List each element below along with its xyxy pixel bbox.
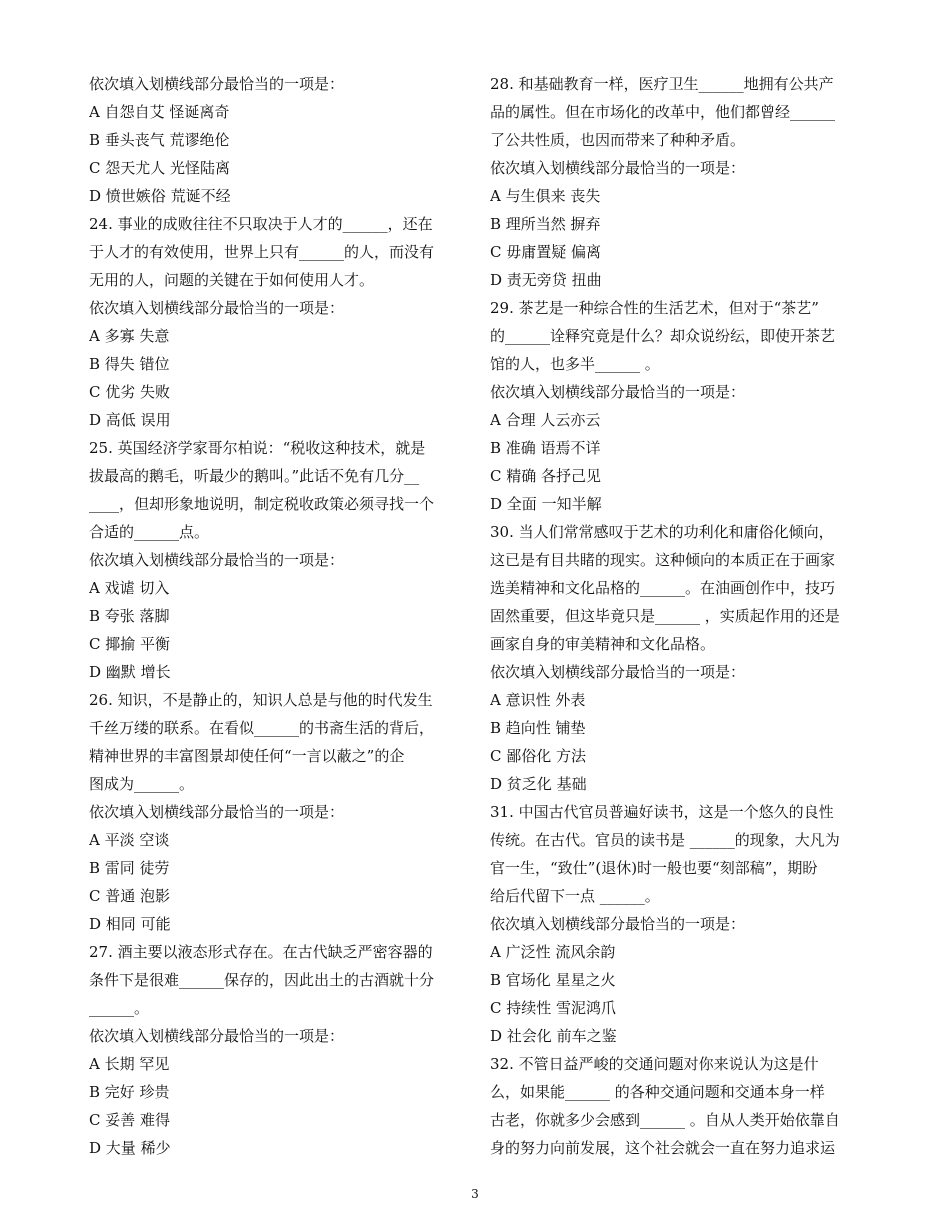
text-line: B 垂头丧气 荒谬绝伦 bbox=[89, 131, 230, 149]
text-line: B 趋向性 铺垫 bbox=[490, 719, 586, 737]
text-line: B 完好 珍贵 bbox=[89, 1083, 170, 1101]
text-line: A 自怨自艾 怪诞离奇 bbox=[89, 103, 230, 121]
text-line: A 意识性 外表 bbox=[490, 691, 586, 709]
page-number: 3 bbox=[471, 1187, 479, 1201]
text-line: B 理所当然 摒弃 bbox=[490, 215, 601, 233]
text-line: 无用的人，问题的关键在于如何使用人才。 bbox=[89, 271, 375, 289]
text-line: A 与生俱来 丧失 bbox=[490, 187, 601, 205]
text-line: B 雷同 徒劳 bbox=[89, 859, 170, 877]
text-line: D 社会化 前车之鉴 bbox=[490, 1027, 617, 1045]
text-line: C 鄙俗化 方法 bbox=[490, 747, 587, 765]
text-line: 依次填入划横线部分最恰当的一项是： bbox=[490, 383, 746, 401]
text-line: 32. 不管日益严峻的交通问题对你来说认为这是什 bbox=[490, 1055, 819, 1073]
text-line: 于人才的有效使用，世界上只有______的人，而没有 bbox=[89, 243, 435, 261]
text-line: D 幽默 增长 bbox=[89, 663, 171, 681]
text-line: B 得失 错位 bbox=[89, 355, 170, 373]
text-line: B 准确 语焉不详 bbox=[490, 439, 601, 457]
text-line: 28. 和基础教育一样，医疗卫生______地拥有公共产 bbox=[490, 75, 834, 93]
text-line: 拔最高的鹅毛，听最少的鹅叫。”此话不免有几分__ bbox=[89, 467, 420, 485]
text-line: D 高低 误用 bbox=[89, 411, 171, 429]
text-line: 依次填入划横线部分最恰当的一项是： bbox=[89, 1027, 345, 1045]
text-line: 合适的______点。 bbox=[89, 523, 210, 541]
text-line: B 官场化 星星之火 bbox=[490, 971, 616, 989]
text-line: 馆的人，也多半______ 。 bbox=[490, 355, 660, 373]
text-line: A 广泛性 流风余韵 bbox=[490, 943, 616, 961]
text-line: 千丝万缕的联系。在看似______的书斋生活的背后， bbox=[89, 719, 435, 737]
text-line: 29. 茶艺是一种综合性的生活艺术，但对于“茶艺” bbox=[490, 299, 819, 317]
text-line: D 大量 稀少 bbox=[89, 1139, 171, 1157]
text-line: 依次填入划横线部分最恰当的一项是： bbox=[490, 663, 746, 681]
text-line: D 贫乏化 基础 bbox=[490, 775, 587, 793]
text-line: B 夸张 落脚 bbox=[89, 607, 170, 625]
text-line: A 合理 人云亦云 bbox=[490, 411, 601, 429]
text-line: 25. 英国经济学家哥尔柏说：“税收这种技术，就是 bbox=[89, 439, 426, 457]
text-line: 依次填入划横线部分最恰当的一项是： bbox=[490, 159, 746, 177]
text-line: C 毋庸置疑 偏离 bbox=[490, 243, 602, 261]
text-line: C 普通 泡影 bbox=[89, 887, 171, 905]
text-line: 30. 当人们常常感叹于艺术的功利化和庸俗化倾向， bbox=[490, 523, 834, 541]
text-line: 24. 事业的成败往往不只取决于人才的______，还在 bbox=[89, 215, 433, 233]
text-line: ______。 bbox=[89, 999, 150, 1017]
text-line: 依次填入划横线部分最恰当的一项是： bbox=[89, 803, 345, 821]
text-line: 26. 知识，不是静止的，知识人总是与他的时代发生 bbox=[89, 691, 433, 709]
text-line: 这已是有目共睹的现实。这种倾向的本质正在于画家 bbox=[490, 551, 836, 569]
text-line: 条件下是很难______保存的，因此出土的古酒就十分 bbox=[89, 971, 435, 989]
text-line: A 长期 罕见 bbox=[89, 1055, 170, 1073]
right-column bbox=[490, 70, 866, 1162]
text-line: D 愤世嫉俗 荒诞不经 bbox=[89, 187, 231, 205]
text-line: 依次填入划横线部分最恰当的一项是： bbox=[89, 551, 345, 569]
text-line: 31. 中国古代官员普遍好读书，这是一个悠久的良性 bbox=[490, 803, 834, 821]
text-line: D 责无旁贷 扭曲 bbox=[490, 271, 602, 289]
text-line: 官一生，“致仕”(退休)时一般也要“刻部稿”，期盼 bbox=[490, 859, 818, 877]
text-line: A 戏谑 切入 bbox=[89, 579, 170, 597]
text-line: 给后代留下一点 ______。 bbox=[490, 887, 660, 905]
text-line: 依次填入划横线部分最恰当的一项是： bbox=[490, 915, 746, 933]
text-line: D 相同 可能 bbox=[89, 915, 171, 933]
text-line: C 揶揄 平衡 bbox=[89, 635, 171, 653]
text-line: C 优劣 失败 bbox=[89, 383, 171, 401]
text-line: C 妥善 难得 bbox=[89, 1111, 171, 1129]
text-line: A 多寡 失意 bbox=[89, 327, 170, 345]
text-line: 精神世界的丰富图景却使任何“一言以蔽之”的企 bbox=[89, 747, 405, 765]
text-line: C 怨天尤人 光怪陆离 bbox=[89, 159, 231, 177]
text-line: 了公共性质，也因而带来了种种矛盾。 bbox=[490, 131, 746, 149]
text-line: 依次填入划横线部分最恰当的一项是： bbox=[89, 75, 345, 93]
text-line: 画家自身的审美精神和文化品格。 bbox=[490, 635, 716, 653]
text-line: 的______诠释究竟是什么？却众说纷纭，即使开茶艺 bbox=[490, 327, 836, 345]
text-line: 固然重要，但这毕竟只是______ ，实质起作用的还是 bbox=[490, 607, 840, 625]
text-line: 身的努力向前发展，这个社会就会一直在努力追求运 bbox=[490, 1139, 836, 1157]
text-line: D 全面 一知半解 bbox=[490, 495, 602, 513]
text-line: 品的属性。但在市场化的改革中，他们都曾经______ bbox=[490, 103, 836, 121]
text-line: 图成为______。 bbox=[89, 775, 195, 793]
text-line: ____，但却形象地说明，制定税收政策必须寻找一个 bbox=[89, 495, 435, 513]
text-line: 依次填入划横线部分最恰当的一项是： bbox=[89, 299, 345, 317]
text-line: 选美精神和文化品格的______。在油画创作中，技巧 bbox=[490, 579, 836, 597]
text-line: C 持续性 雪泥鸿爪 bbox=[490, 999, 617, 1017]
text-line: 27. 酒主要以液态形式存在。在古代缺乏严密容器的 bbox=[89, 943, 433, 961]
text-line: C 精确 各抒己见 bbox=[490, 467, 602, 485]
text-line: 古老，你就多少会感到______ 。自从人类开始依靠自 bbox=[490, 1111, 840, 1129]
text-line: A 平淡 空谈 bbox=[89, 831, 170, 849]
text-line: 传统。在古代。官员的读书是 ______的现象，大凡为 bbox=[490, 831, 840, 849]
text-line: 么，如果能______ 的各种交通问题和交通本身一样 bbox=[490, 1083, 825, 1101]
left-column bbox=[89, 70, 465, 1162]
